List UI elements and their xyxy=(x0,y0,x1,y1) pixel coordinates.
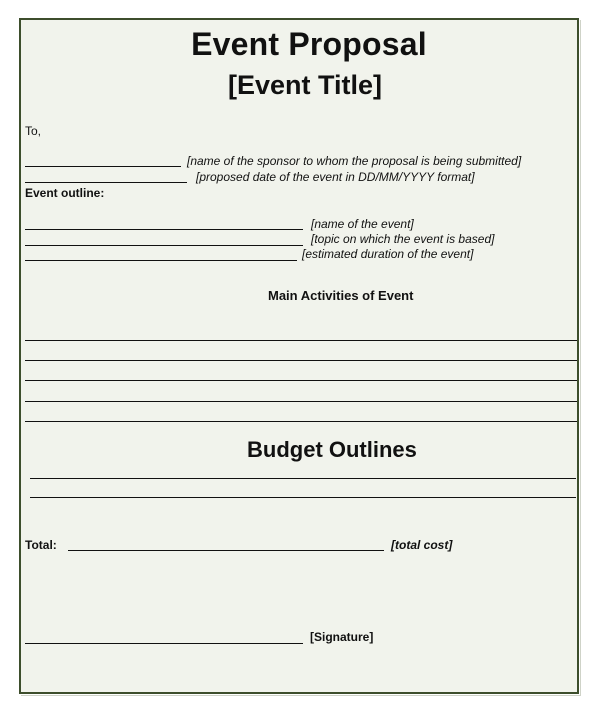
document-page xyxy=(19,18,579,694)
activity-line[interactable] xyxy=(25,340,577,341)
event-duration-blank[interactable] xyxy=(25,260,297,261)
event-name-hint: [name of the event] xyxy=(311,217,414,231)
document-title: Event Proposal xyxy=(191,26,427,62)
event-outline-label: Event outline: xyxy=(25,186,105,200)
activity-line[interactable] xyxy=(25,380,577,381)
topic-hint: [topic on which the event is based] xyxy=(311,232,495,246)
activity-line[interactable] xyxy=(25,360,577,361)
event-title-placeholder: [Event Title] xyxy=(227,70,383,100)
event-name-blank[interactable] xyxy=(25,229,303,230)
budget-line[interactable] xyxy=(30,478,576,479)
duration-hint: [estimated duration of the event] xyxy=(302,247,474,261)
date-hint: [proposed date of the event in DD/MM/YYYY format] xyxy=(196,170,475,184)
budget-outlines-heading: Budget Outlines xyxy=(247,437,417,462)
budget-line[interactable] xyxy=(30,497,576,498)
activity-line[interactable] xyxy=(25,401,577,402)
activity-line[interactable] xyxy=(25,421,577,422)
signature-blank[interactable] xyxy=(25,643,303,644)
event-topic-blank[interactable] xyxy=(25,245,303,246)
event-date-blank[interactable] xyxy=(25,182,187,183)
total-label: Total: xyxy=(25,538,57,552)
total-cost-blank[interactable] xyxy=(68,550,384,551)
signature-hint: [Signature] xyxy=(310,630,374,644)
sponsor-name-blank[interactable] xyxy=(25,166,181,167)
total-cost-hint: [total cost] xyxy=(391,538,453,552)
to-label: To, xyxy=(25,124,42,138)
sponsor-hint: [name of the sponsor to whom the proposal is being submitted] xyxy=(187,154,522,168)
main-activities-heading: Main Activities of Event xyxy=(268,288,414,303)
